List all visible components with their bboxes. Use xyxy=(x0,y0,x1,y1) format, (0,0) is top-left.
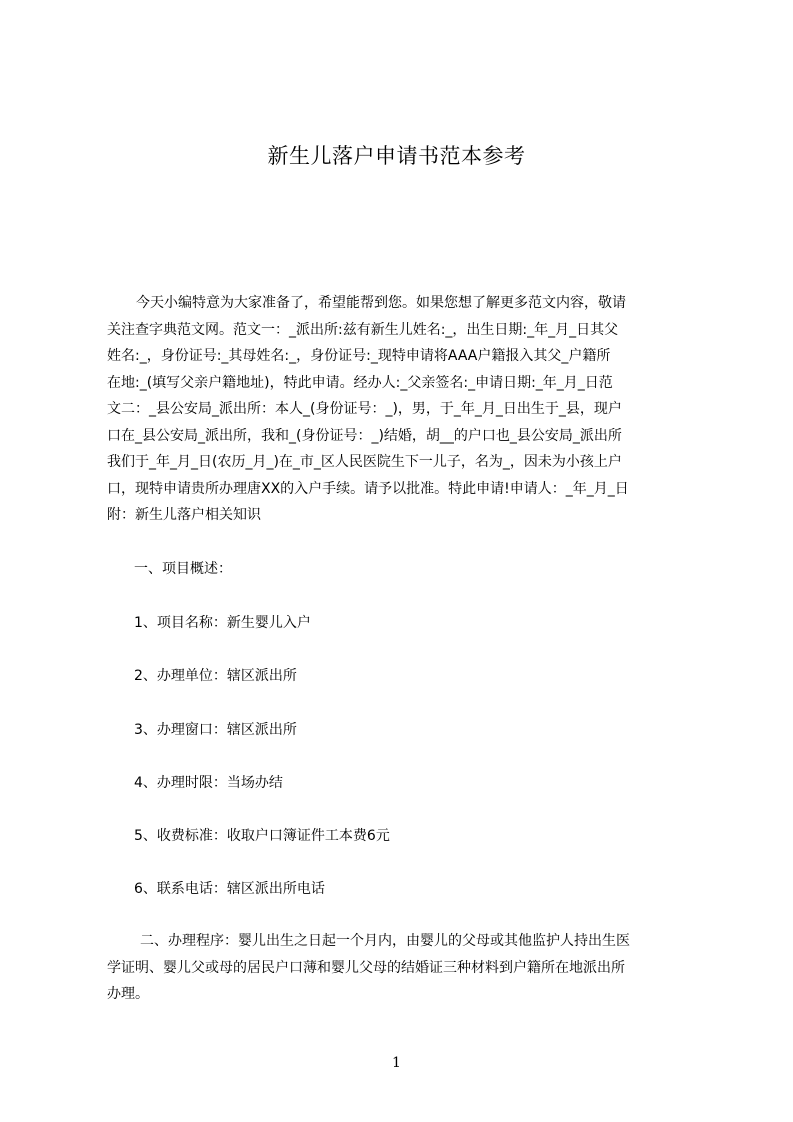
intro-line: 文二：_县公安局_派出所：本人_(身份证号：_)，男，于_年_月_日出生于_县，现户 xyxy=(107,401,622,417)
section-item: 2、办理单位：辖区派出所 xyxy=(134,668,297,684)
intro-line: 在地:_(填写父亲户籍地址)，特此申请。经办人:_父亲签名:_申请日期:_年_月_日范 xyxy=(107,374,613,391)
intro-line: 附：新生儿落户相关知识 xyxy=(107,507,261,523)
intro-line: 关注查字典范文网。范文一：_派出所:兹有新生儿姓名:_，出生日期:_年_月_日其父 xyxy=(107,321,619,338)
section-item: 1、项目名称：新生婴儿入户 xyxy=(134,615,311,631)
intro-line: 今天小编特意为大家准备了，希望能帮到您。如果您想了解更多范文内容，敬请 xyxy=(136,295,626,311)
section-item: 5、收费标准：收取户口簿证件工本费6元 xyxy=(134,828,390,844)
procedure-line: 二、办理程序：婴儿出生之日起一个月内，由婴儿的父母或其他监护人持出生医 xyxy=(140,933,630,949)
procedure-paragraph xyxy=(107,928,697,1008)
page-number: 1 xyxy=(392,1055,401,1071)
intro-paragraph xyxy=(107,290,697,530)
section-one-heading: 一、项目概述： xyxy=(134,561,232,577)
intro-line: 姓名:_，身份证号:_其母姓名:_，身份证号:_现特申请将AAA户籍报入其父_户籍所 xyxy=(107,348,611,364)
procedure-line: 学证明、婴儿父或母的居民户口薄和婴儿父母的结婚证三种材料到户籍所在地派出所 xyxy=(107,959,625,976)
document-title: 新生儿落户申请书范本参考 xyxy=(267,144,526,168)
section-item: 6、联系电话：辖区派出所电话 xyxy=(134,881,325,897)
procedure-line: 办理。 xyxy=(107,986,149,1002)
section-item: 3、办理窗口：辖区派出所 xyxy=(134,722,297,738)
intro-line: 口，现特申请贵所办理唐XX的入户手续。请予以批准。特此申请!申请人：_年_月_日 xyxy=(107,480,629,497)
intro-line: 口在_县公安局_派出所，我和_(身份证号：_)结婚，胡__的户口也_县公安局_派出所 xyxy=(107,427,622,444)
intro-line: 我们于_年_月_日(农历_月_)在_市_区人民医院生下一儿子，名为_，因未为小孩上户 xyxy=(107,454,622,470)
section-item: 4、办理时限：当场办结 xyxy=(134,775,283,791)
